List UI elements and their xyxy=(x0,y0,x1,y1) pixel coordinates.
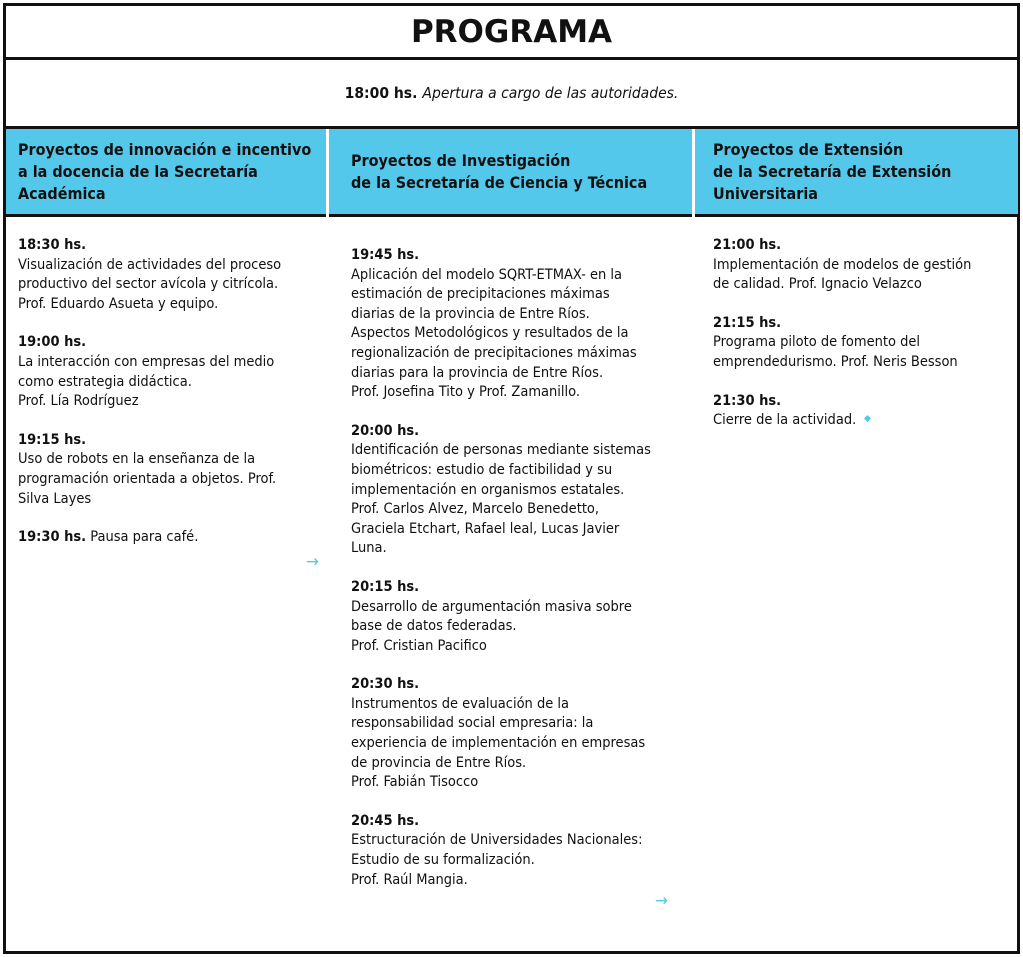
entry-line: como estrategia didáctica. xyxy=(18,373,192,390)
header-line: a la docencia de la Secretaría xyxy=(18,161,258,181)
opening-text: Apertura a cargo de las autoridades. xyxy=(422,84,679,102)
schedule-entry xyxy=(351,422,686,559)
entry-line: Silva Layes xyxy=(18,490,92,507)
entry-line: Prof. Eduardo Asueta y equipo. xyxy=(18,295,219,312)
entry-line: Visualización de actividades del proceso xyxy=(18,256,282,273)
schedule-entry xyxy=(351,578,686,656)
entry-time: 19:15 hs. xyxy=(18,431,87,448)
header-line: Proyectos de Extensión xyxy=(713,139,904,159)
column-header-extension xyxy=(695,129,1018,217)
entry-line: diarias de la provincia de Entre Ríos. xyxy=(351,305,590,322)
schedule-entry xyxy=(351,246,686,403)
schedule-entry xyxy=(18,236,323,314)
entry-line: Implementación de modelos de gestión xyxy=(713,256,972,273)
entry-line: Prof. Josefina Tito y Prof. Zamanillo. xyxy=(351,384,581,401)
entry-time: 19:30 hs. xyxy=(18,529,87,546)
entry-time: 20:00 hs. xyxy=(351,422,420,439)
column-innovacion xyxy=(18,236,323,567)
entry-line: base de datos federadas. xyxy=(351,618,517,635)
entry-time: 19:45 hs. xyxy=(351,247,420,263)
entry-line: biométricos: estudio de factibilidad y su xyxy=(351,461,613,478)
entry-line: Prof. Fabián Tisocco xyxy=(351,774,479,791)
entry-line: Prof. Raúl Mangia. xyxy=(351,871,468,888)
page-title: PROGRAMA xyxy=(6,6,1017,60)
entry-line: Instrumentos de evaluación de la xyxy=(351,695,570,712)
column-investigacion xyxy=(351,246,686,909)
entry-line: de calidad. Prof. Ignacio Velazco xyxy=(713,276,922,293)
diamond-bullet-icon xyxy=(864,415,871,422)
entry-time: 21:15 hs. xyxy=(713,314,782,331)
entry-line: responsabilidad social empresaria: la xyxy=(351,715,594,732)
header-line: Académica xyxy=(18,183,106,203)
entry-line: productivo del sector avícola y citrícola. xyxy=(18,276,279,293)
header-line: Proyectos de Investigación xyxy=(351,150,571,170)
entry-line: diarias para la provincia de Entre Ríos. xyxy=(351,364,604,381)
entry-line: La interacción con empresas del medio xyxy=(18,353,275,370)
header-line: de la Secretaría de Extensión xyxy=(713,161,952,181)
entry-time: 21:00 hs. xyxy=(713,237,782,253)
entry-line: estimación de precipitaciones máximas xyxy=(351,286,610,303)
entry-line: Estructuración de Universidades Nacionales: xyxy=(351,832,643,849)
entry-line: Identificación de personas mediante sistemas xyxy=(351,442,651,459)
entry-line: Estudio de su formalización. xyxy=(351,852,535,869)
entry-line: Aplicación del modelo SQRT-ETMAX- en la xyxy=(351,266,623,283)
entry-line: Prof. Cristian Pacifico xyxy=(351,637,487,654)
entry-line: regionalización de precipitaciones máximas xyxy=(351,344,637,361)
schedule-entry xyxy=(351,675,686,793)
header-line: de la Secretaría de Ciencia y Técnica xyxy=(351,172,648,192)
header-line: Universitaria xyxy=(713,183,818,203)
schedule-entry xyxy=(713,314,1013,373)
entry-time: 21:30 hs. xyxy=(713,392,782,409)
program-frame xyxy=(3,3,1020,954)
arrow-right-icon: → xyxy=(655,891,668,911)
entry-line: Uso de robots en la enseñanza de la xyxy=(18,451,256,468)
schedule-entry xyxy=(351,812,686,890)
entry-line: Prof. Lía Rodríguez xyxy=(18,393,139,410)
entry-line: experiencia de implementación en empresas xyxy=(351,735,646,752)
entry-line: Graciela Etchart, Rafael leal, Lucas Javier xyxy=(351,520,620,537)
entry-line: implementación en organismos estatales. xyxy=(351,481,625,498)
entry-line: Desarrollo de argumentación masiva sobre xyxy=(351,598,632,615)
opening-row xyxy=(6,60,1017,129)
column-header-investigacion xyxy=(329,129,692,217)
entry-time: 20:45 hs. xyxy=(351,812,420,829)
entry-time: 19:00 hs. xyxy=(18,334,87,351)
entry-line: Aspectos Metodológicos y resultados de la xyxy=(351,325,629,342)
arrow-right-icon: → xyxy=(306,552,319,572)
entry-line: Luna. xyxy=(351,540,387,557)
schedule-entry xyxy=(18,431,323,509)
header-line: Proyectos de innovación e incentivo xyxy=(18,139,312,159)
schedule-entry xyxy=(18,528,323,548)
schedule-entry xyxy=(18,333,323,411)
entry-line: programación orientada a objetos. Prof. xyxy=(18,470,277,487)
column-extension xyxy=(713,236,1013,450)
entry-line: emprendedurismo. Prof. Neris Besson xyxy=(713,353,958,370)
entry-text: Pausa para café. xyxy=(90,529,199,546)
opening-time: 18:00 hs. xyxy=(344,84,418,102)
entry-line: Cierre de la actividad. xyxy=(713,412,857,429)
entry-line: de provincia de Entre Ríos. xyxy=(351,754,527,771)
column-header-innovacion xyxy=(6,129,326,217)
entry-line: Prof. Carlos Alvez, Marcelo Benedetto, xyxy=(351,501,600,518)
schedule-entry xyxy=(713,392,1013,431)
entry-time: 20:15 hs. xyxy=(351,578,420,595)
entry-time: 18:30 hs. xyxy=(18,237,87,253)
entry-time: 20:30 hs. xyxy=(351,676,420,693)
schedule-entry xyxy=(713,236,1013,295)
entry-line: Programa piloto de fomento del xyxy=(713,334,921,351)
